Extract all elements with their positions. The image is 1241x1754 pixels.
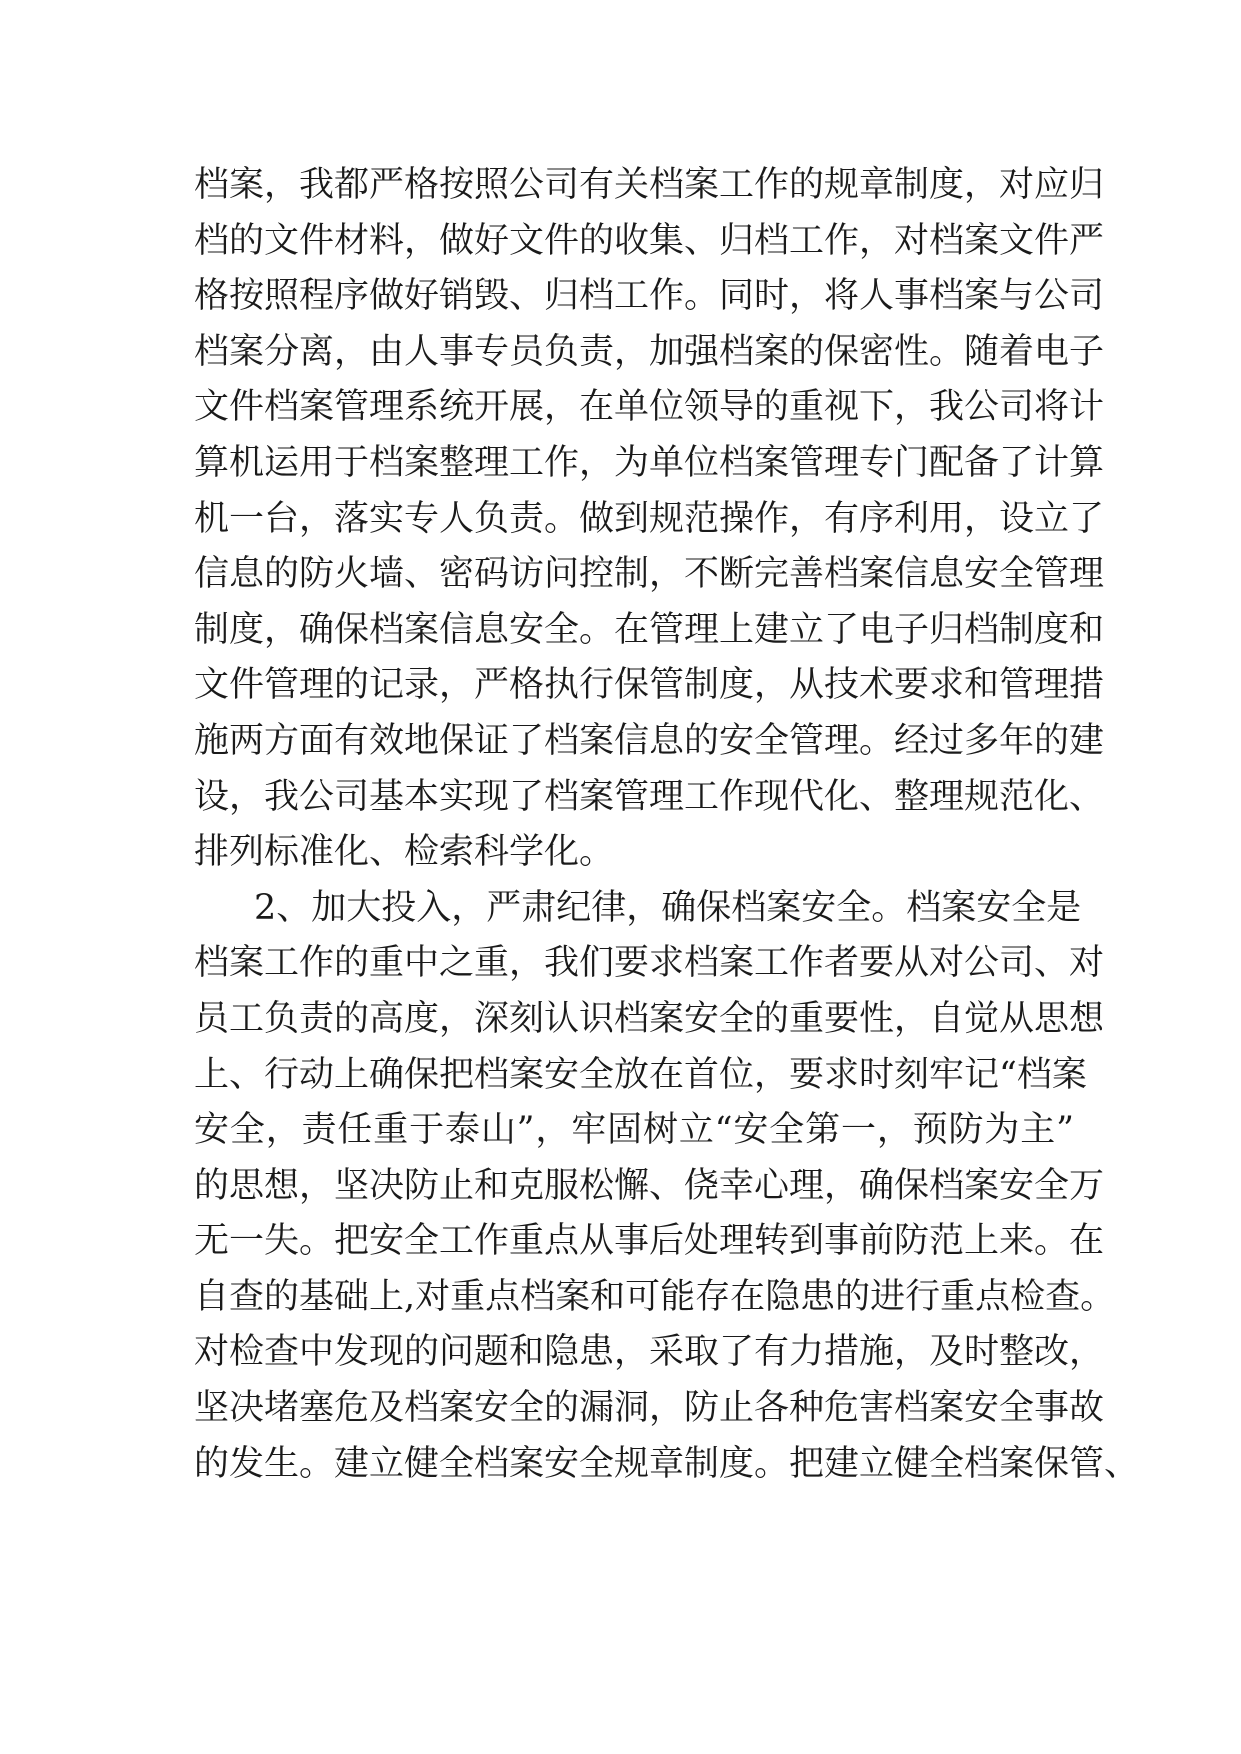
body-text	[194, 158, 1140, 1492]
text-line: 文件管理的记录，严格执行保管制度，从技术要求和管理措	[194, 665, 1105, 706]
text-line: 文件档案管理系统开展，在单位领导的重视下，我公司将计	[194, 387, 1105, 428]
text-line: 员工负责的高度，深刻认识档案安全的重要性，自觉从思想	[194, 998, 1105, 1039]
text-line: 上、行动上确保把档案安全放在首位，要求时刻牢记“档案	[194, 1054, 1087, 1095]
paragraph-end-line: 排列标准化、检索科学化。	[194, 832, 615, 873]
text-line: 的思想，坚决防止和克服松懈、侥幸心理，确保档案安全万	[194, 1165, 1105, 1206]
text-line: 档案，我都严格按照公司有关档案工作的规章制度，对应归	[194, 165, 1105, 205]
text-line: 制度，确保档案信息安全。在管理上建立了电子归档制度和	[194, 609, 1105, 650]
paragraph-start-line: 2、加大投入，严肃纪律，确保档案安全。档案安全是	[254, 887, 1082, 928]
text-line: 对检查中发现的问题和隐患，采取了有力措施，及时整改，	[194, 1332, 1105, 1373]
text-line: 安全，责任重于泰山”，牢固树立“安全第一，预防为主”	[194, 1110, 1074, 1151]
text-line: 自查的基础上,对重点档案和可能存在隐患的进行重点检查。	[194, 1276, 1116, 1317]
text-line: 档的文件材料，做好文件的收集、归档工作，对档案文件严	[194, 220, 1105, 261]
text-line: 施两方面有效地保证了档案信息的安全管理。经过多年的建	[194, 720, 1105, 761]
text-line: 格按照程序做好销毁、归档工作。同时，将人事档案与公司	[194, 276, 1105, 317]
text-line: 信息的防火墙、密码访问控制，不断完善档案信息安全管理	[194, 554, 1105, 595]
text-line: 档案分离，由人事专员负责，加强档案的保密性。随着电子	[194, 331, 1105, 372]
text-line: 机一台，落实专人负责。做到规范操作，有序利用，设立了	[194, 498, 1105, 539]
text-line: 的发生。建立健全档案安全规章制度。把建立健全档案保管、	[194, 1443, 1140, 1484]
text-line: 档案工作的重中之重，我们要求档案工作者要从对公司、对	[194, 943, 1105, 984]
text-line: 设，我公司基本实现了档案管理工作现代化、整理规范化、	[194, 776, 1105, 817]
text-line: 无一失。把安全工作重点从事后处理转到事前防范上来。在	[194, 1221, 1105, 1262]
text-line: 坚决堵塞危及档案安全的漏洞，防止各种危害档案安全事故	[194, 1388, 1105, 1429]
text-line: 算机运用于档案整理工作，为单位档案管理专门配备了计算	[194, 442, 1105, 483]
